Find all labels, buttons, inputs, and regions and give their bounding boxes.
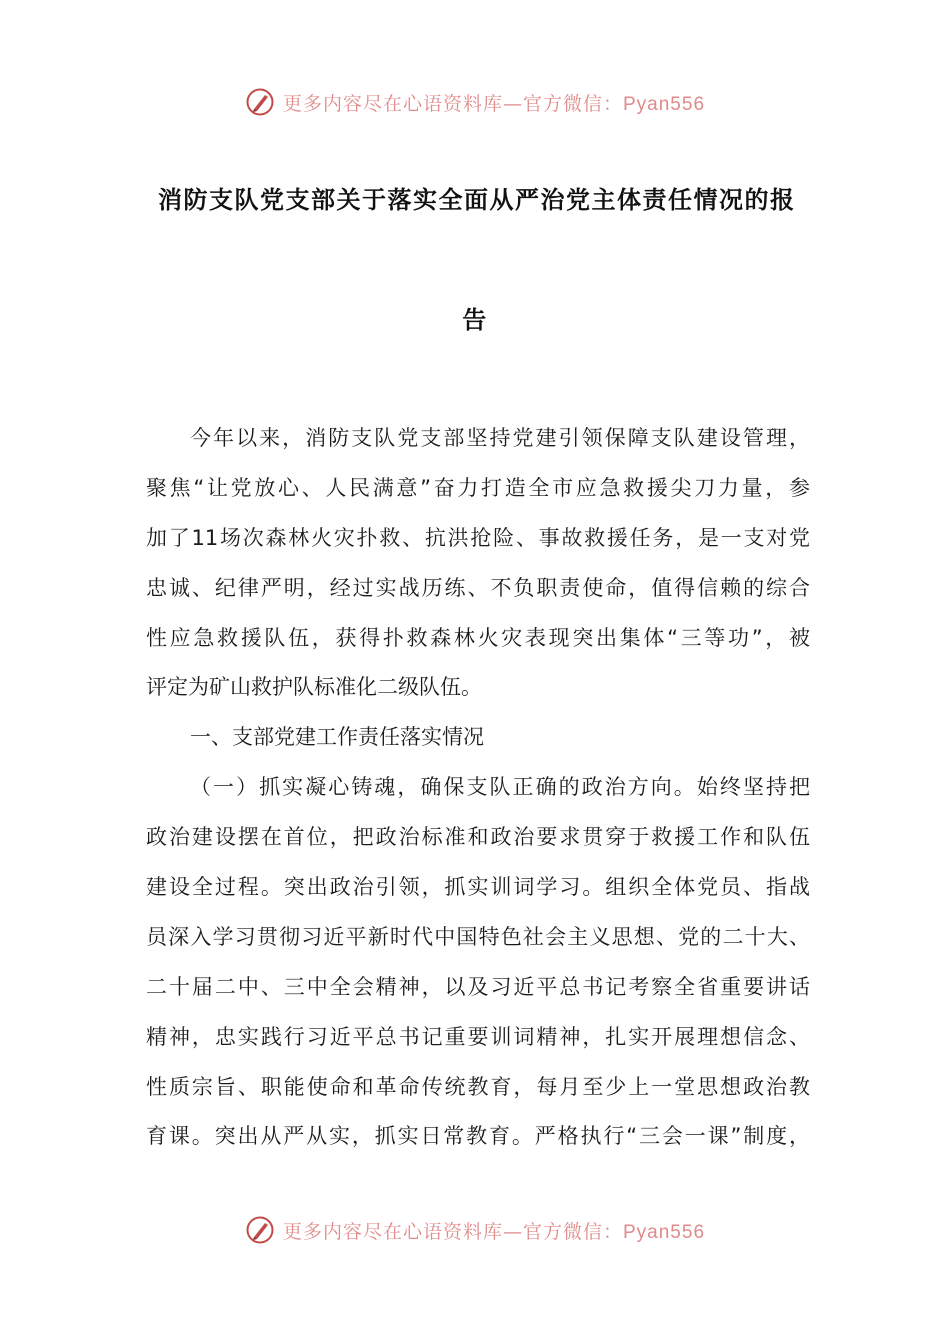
body-line: 建设全过程。突出政治引领，抓实训词学习。组织全体党员、指战 (146, 875, 810, 900)
watermark-wechat-id: Pyan556 (623, 1221, 706, 1243)
section-heading: 一、支部党建工作责任落实情况 (190, 725, 484, 750)
pen-logo-icon (245, 1215, 275, 1245)
watermark-text (283, 1217, 705, 1244)
body-line: 评定为矿山救护队标准化二级队伍。 (146, 675, 482, 700)
body-line: 育课。突出从严从实，抓实日常教育。严格执行“三会一课”制度， (146, 1124, 810, 1149)
body-line: 精神，忠实践行习近平总书记重要训词精神，扎实开展理想信念、 (146, 1024, 810, 1049)
watermark-text (283, 89, 705, 116)
watermark-main-text: 更多内容尽在心语资料库—官方微信： (282, 92, 623, 115)
body-line: 性应急救援队伍，获得扑救森林火灾表现突出集体“三等功”，被 (146, 625, 810, 650)
body-line: 二十届二中、三中全会精神，以及习近平总书记考察全省重要讲话 (146, 974, 810, 999)
pen-logo-icon (245, 87, 275, 117)
body-line: 政治建设摆在首位，把政治标准和政治要求贯穿于救援工作和队伍 (146, 825, 810, 850)
document-body (146, 414, 810, 1162)
watermark-banner-top (0, 82, 950, 122)
body-line: 性质宗旨、职能使命和革命传统教育，每月至少上一堂思想政治教 (146, 1074, 810, 1099)
body-line: 忠诚、纪律严明，经过实战历练、不负职责使命，值得信赖的综合 (146, 575, 810, 600)
document-title-line-2: 告 (462, 306, 488, 334)
body-line: 员深入学习贯彻习近平新时代中国特色社会主义思想、党的二十大、 (146, 924, 810, 949)
body-line: （一）抓实凝心铸魂，确保支队正确的政治方向。始终坚持把 (190, 775, 810, 800)
document-title-line-1: 消防支队党支部关于落实全面从严治党主体责任情况的报 (158, 186, 796, 214)
body-line: 聚焦“让党放心、人民满意”奋力打造全市应急救援尖刀力量，参 (146, 475, 810, 500)
body-line: 加了11场次森林火灾扑救、抗洪抢险、事故救援任务，是一支对党 (146, 525, 810, 550)
watermark-wechat-id: Pyan556 (623, 93, 706, 115)
body-line: 今年以来，消防支队党支部坚持党建引领保障支队建设管理， (190, 426, 810, 450)
watermark-main-text: 更多内容尽在心语资料库—官方微信： (282, 1220, 623, 1243)
watermark-banner-bottom (0, 1210, 950, 1250)
